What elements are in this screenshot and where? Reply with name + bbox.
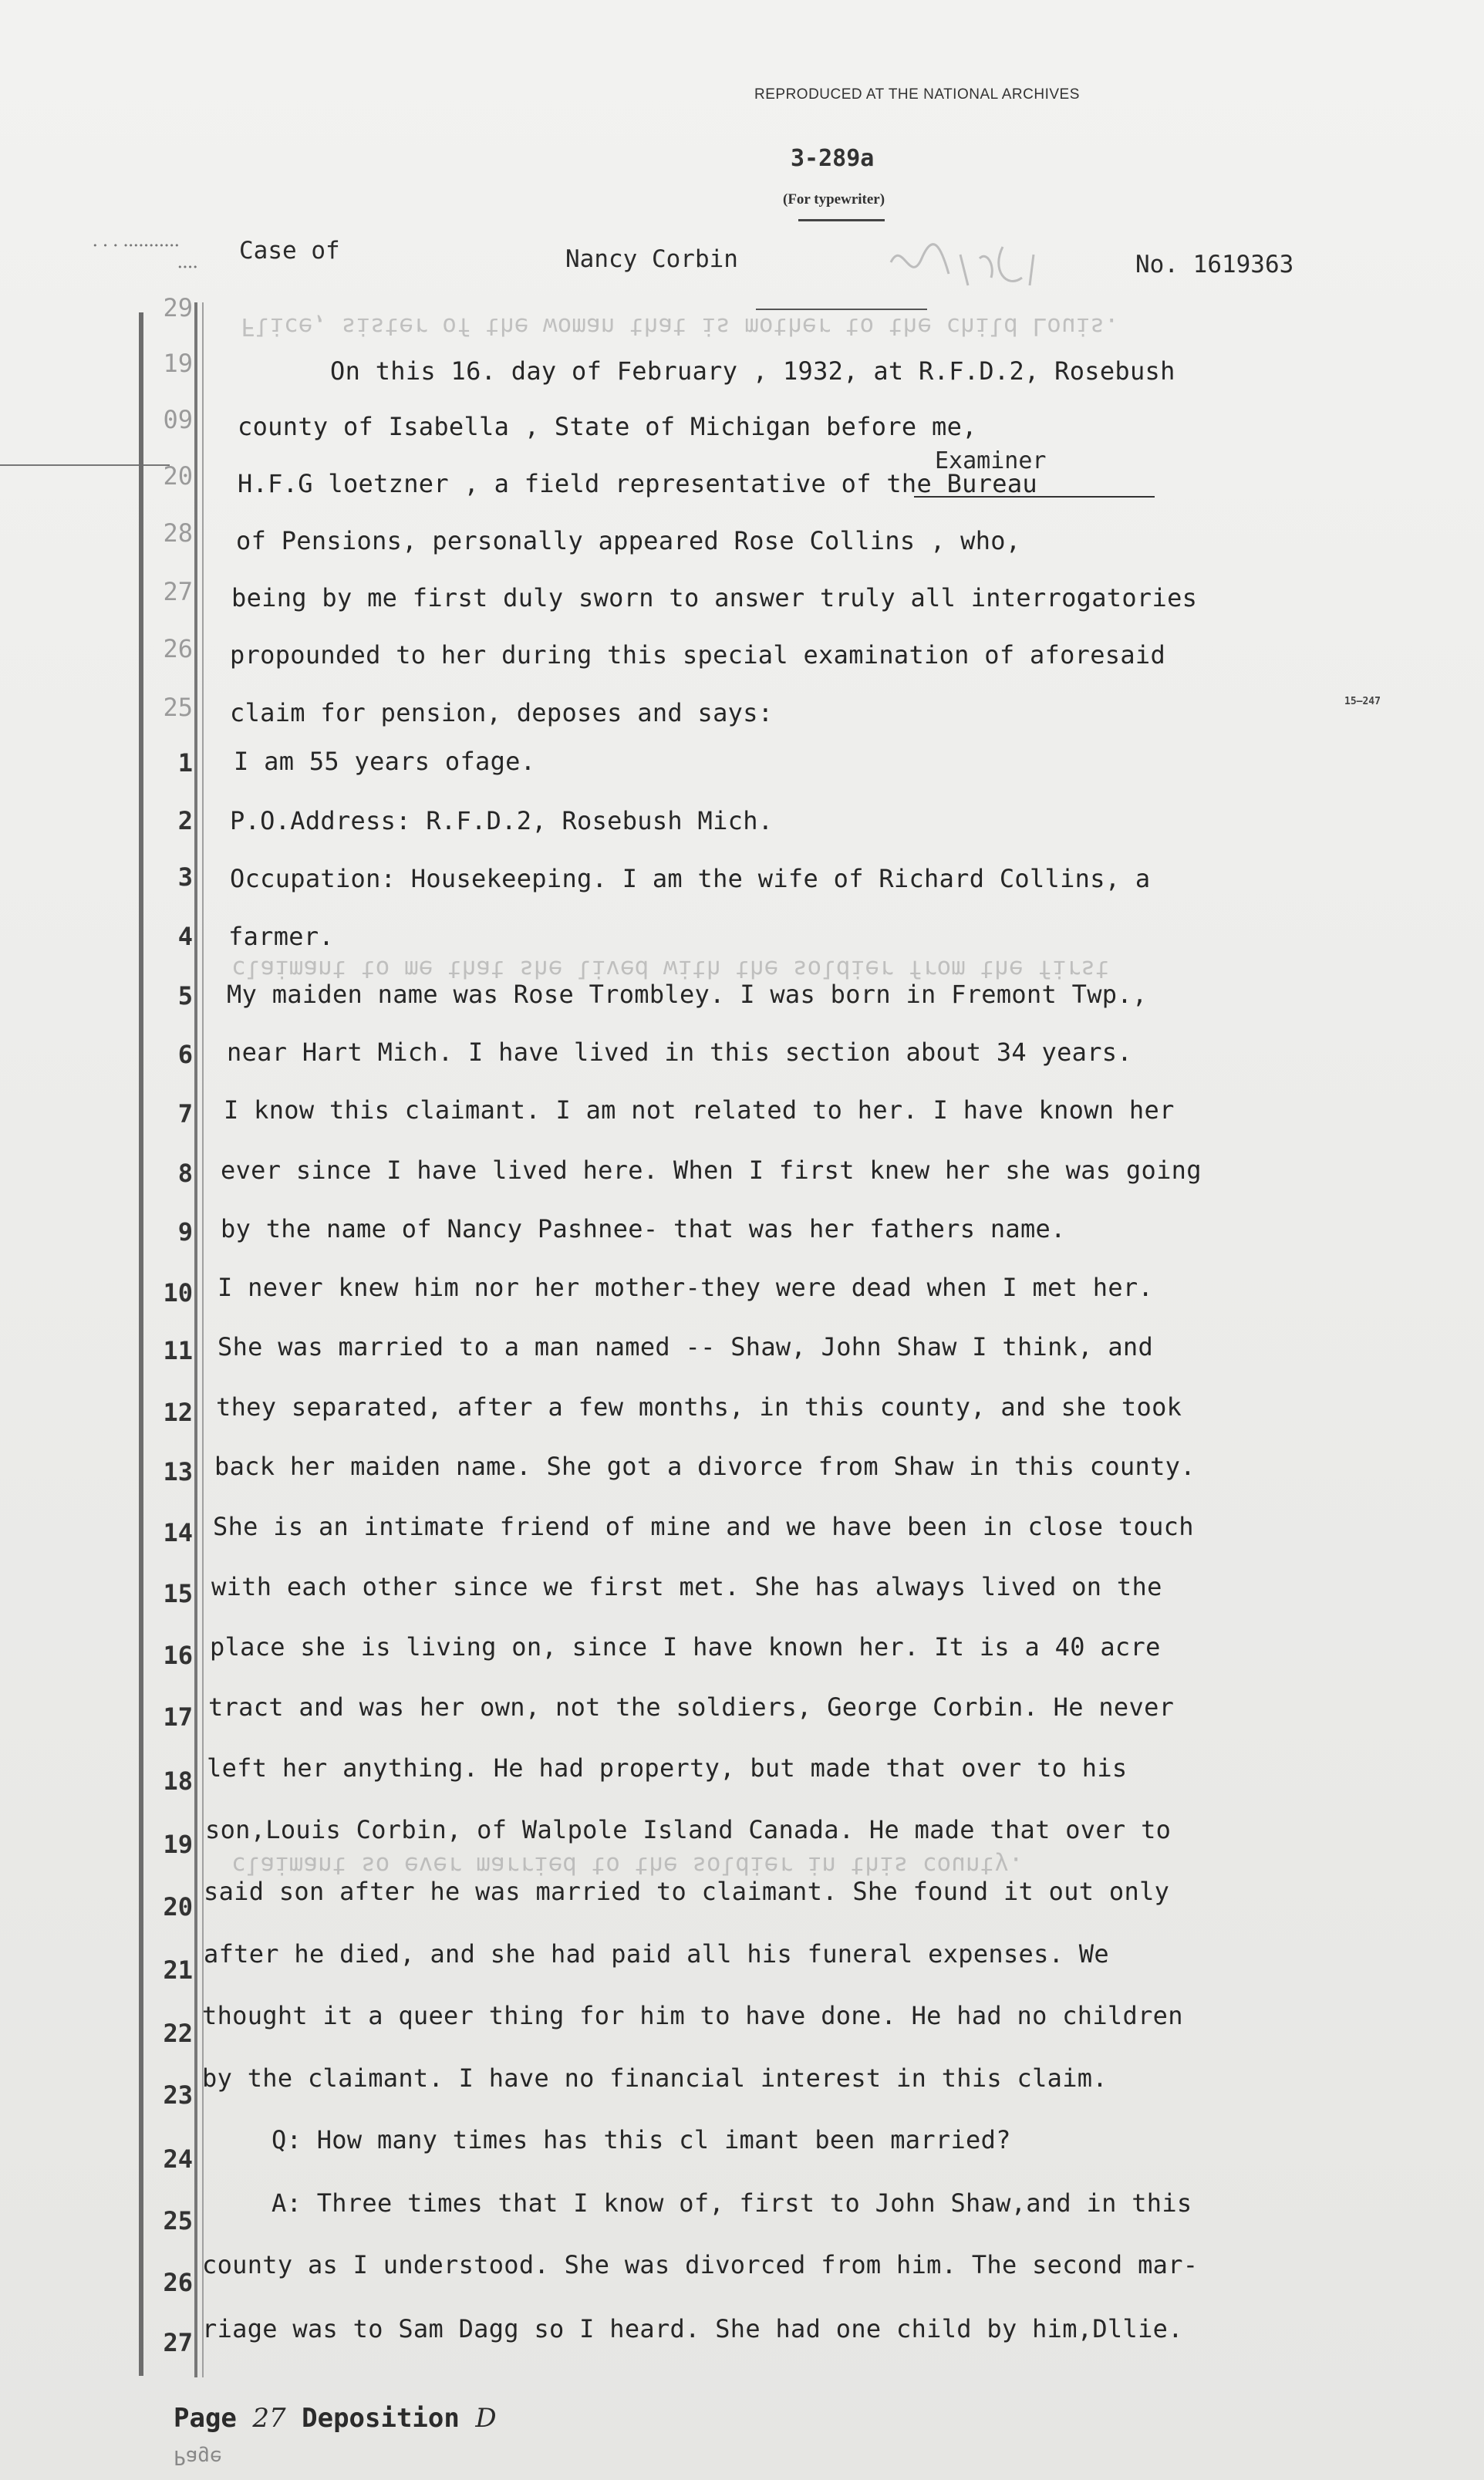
margin-number: 14 bbox=[163, 1518, 193, 1547]
form-note: (For typewriter) bbox=[783, 191, 885, 208]
deposition-line: I am 55 years ofage. bbox=[234, 747, 536, 776]
deposition-line: I never knew him nor her mother-they were dead when I met her. bbox=[218, 1273, 1154, 1302]
margin-number: 29 bbox=[163, 293, 193, 322]
examiner-insert: Examiner bbox=[935, 447, 1047, 474]
deposition-line: riage was to Sam Dagg so I heard. She had one child by him,Dllie. bbox=[202, 2314, 1183, 2343]
margin-number: 3 bbox=[177, 862, 193, 892]
case-name: Nancy Corbin bbox=[565, 245, 738, 273]
deposition-line: My maiden name was Rose Trombley. I was born in Fremont Twp., bbox=[227, 980, 1148, 1009]
deposition-line: claim for pension, deposes and says: bbox=[230, 698, 774, 727]
deposition-line: county of Isabella , State of Michigan before me, bbox=[238, 412, 977, 441]
bleed-through-text: claimant so ever married to the soldier in this county. bbox=[231, 1851, 1024, 1879]
margin-rule-inner bbox=[194, 302, 197, 2377]
deposition-line: said son after he was married to claimant. She found it out only bbox=[204, 1877, 1170, 1906]
line-number-column bbox=[108, 0, 193, 2480]
margin-number: 6 bbox=[177, 1040, 193, 1069]
deposition-line: On this 16. day of February , 1932, at R.F.D.2, Rosebush bbox=[330, 356, 1175, 386]
case-number: No. 1619363 bbox=[1135, 251, 1294, 278]
margin-number: 13 bbox=[163, 1457, 193, 1486]
form-code: 15—247 bbox=[1344, 696, 1381, 707]
form-number-rule bbox=[798, 219, 885, 221]
deposition-line: back her maiden name. She got a divorce from Shaw in this county. bbox=[214, 1452, 1196, 1481]
deposition-label: Deposition bbox=[302, 2403, 460, 2434]
deposition-line: near Hart Mich. I have lived in this section about 34 years. bbox=[227, 1038, 1132, 1067]
deposition-line: P.O.Address: R.F.D.2, Rosebush Mich. bbox=[230, 806, 774, 835]
deposition-answer: A: Three times that I know of, first to John Shaw,and in this bbox=[272, 2188, 1192, 2218]
bleed-through-text: Flice, sister of the woman that is mother to the child Louis. bbox=[241, 312, 1119, 340]
margin-number: 28 bbox=[163, 518, 193, 548]
archives-notice: REPRODUCED AT THE NATIONAL ARCHIVES bbox=[754, 86, 1080, 103]
margin-number: 09 bbox=[163, 405, 193, 434]
margin-number: 25 bbox=[163, 2206, 193, 2235]
deposition-line: with each other since we first met. She has always lived on the bbox=[211, 1572, 1162, 1601]
deposition-line: Occupation: Housekeeping. I am the wife of Richard Collins, a bbox=[230, 864, 1151, 893]
margin-number: 7 bbox=[177, 1099, 193, 1129]
faint-printer-mark-2: •••• bbox=[177, 262, 198, 272]
margin-number: 10 bbox=[163, 1278, 193, 1307]
deposition-line: by the claimant. I have no financial interest in this claim. bbox=[202, 2063, 1108, 2093]
margin-number: 19 bbox=[163, 349, 193, 378]
margin-number: 9 bbox=[177, 1217, 193, 1247]
margin-number: 20 bbox=[163, 461, 193, 491]
margin-number: 11 bbox=[163, 1336, 193, 1365]
margin-number: 19 bbox=[163, 1830, 193, 1859]
deposition-line: after he died, and she had paid all his funeral expenses. We bbox=[204, 1939, 1109, 1969]
deposition-line: left her anything. He had property, but made that over to his bbox=[207, 1753, 1128, 1783]
margin-number: 2 bbox=[177, 806, 193, 835]
margin-number: 5 bbox=[177, 981, 193, 1011]
margin-number: 25 bbox=[163, 693, 193, 722]
bleed-through-text: claimant to me that she lived with the soldier from the first bbox=[231, 955, 1110, 983]
deposition-line: tract and was her own, not the soldiers, George Corbin. He never bbox=[208, 1692, 1175, 1722]
deposition-line: thought it a queer thing for him to have done. He had no children bbox=[202, 2001, 1183, 2030]
handwritten-scribble bbox=[887, 231, 1064, 301]
deposition-line: county as I understood. She was divorced from him. The second mar- bbox=[202, 2250, 1199, 2279]
deposition-line: H.F.G loetzner , a field representative of the Bureau bbox=[238, 469, 1037, 498]
mirrored-page-label: Page bbox=[174, 2445, 222, 2468]
margin-number: 26 bbox=[163, 634, 193, 663]
faint-printer-mark: • • • ••••••••••• bbox=[93, 241, 180, 251]
case-label: Case of bbox=[239, 237, 340, 265]
deposition-line: propounded to her during this special examination of aforesaid bbox=[230, 640, 1166, 670]
margin-number: 8 bbox=[177, 1159, 193, 1188]
deposition-line: they separated, after a few months, in this county, and she took bbox=[216, 1392, 1182, 1422]
deposition-line: place she is living on, since I have known her. It is a 40 acre bbox=[210, 1632, 1161, 1662]
form-number: 3-289a bbox=[791, 145, 875, 172]
margin-number: 21 bbox=[163, 1955, 193, 1985]
deposition-line: being by me first duly sworn to answer truly all interrogatories bbox=[231, 583, 1198, 612]
margin-number: 12 bbox=[163, 1398, 193, 1427]
page-number: 27 bbox=[252, 2403, 286, 2434]
deposition-letter: D bbox=[475, 2403, 497, 2434]
case-name-rule bbox=[756, 309, 927, 310]
margin-number: 24 bbox=[163, 2144, 193, 2174]
margin-number: 15 bbox=[163, 1579, 193, 1608]
page-label: Page bbox=[174, 2403, 237, 2434]
deposition-line: She was married to a man named -- Shaw, John Shaw I think, and bbox=[218, 1332, 1154, 1361]
margin-number: 18 bbox=[163, 1766, 193, 1796]
margin-number: 16 bbox=[163, 1641, 193, 1670]
page-footer bbox=[174, 2403, 497, 2434]
deposition-line: by the name of Nancy Pashnee- that was her fathers name. bbox=[221, 1214, 1066, 1243]
margin-number: 20 bbox=[163, 1892, 193, 1922]
deposition-line: ever since I have lived here. When I first knew her she was going bbox=[221, 1156, 1202, 1185]
deposition-line: of Pensions, personally appeared Rose Collins , who, bbox=[236, 526, 1021, 555]
margin-number: 4 bbox=[177, 922, 193, 951]
deposition-question: Q: How many times has this cl imant been married? bbox=[272, 2125, 1011, 2154]
deposition-line: I know this claimant. I am not related to her. I have known her bbox=[224, 1095, 1175, 1125]
deposition-line: son,Louis Corbin, of Walpole Island Canada. He made that over to bbox=[205, 1815, 1172, 1844]
margin-number: 27 bbox=[163, 2328, 193, 2357]
margin-number: 27 bbox=[163, 577, 193, 606]
margin-number: 26 bbox=[163, 2268, 193, 2297]
deposition-line: She is an intimate friend of mine and we have been in close touch bbox=[213, 1512, 1194, 1541]
margin-number: 23 bbox=[163, 2080, 193, 2110]
margin-number: 1 bbox=[177, 748, 193, 778]
deposition-line: farmer. bbox=[228, 922, 334, 951]
margin-number: 17 bbox=[163, 1702, 193, 1732]
margin-number: 22 bbox=[163, 2019, 193, 2048]
